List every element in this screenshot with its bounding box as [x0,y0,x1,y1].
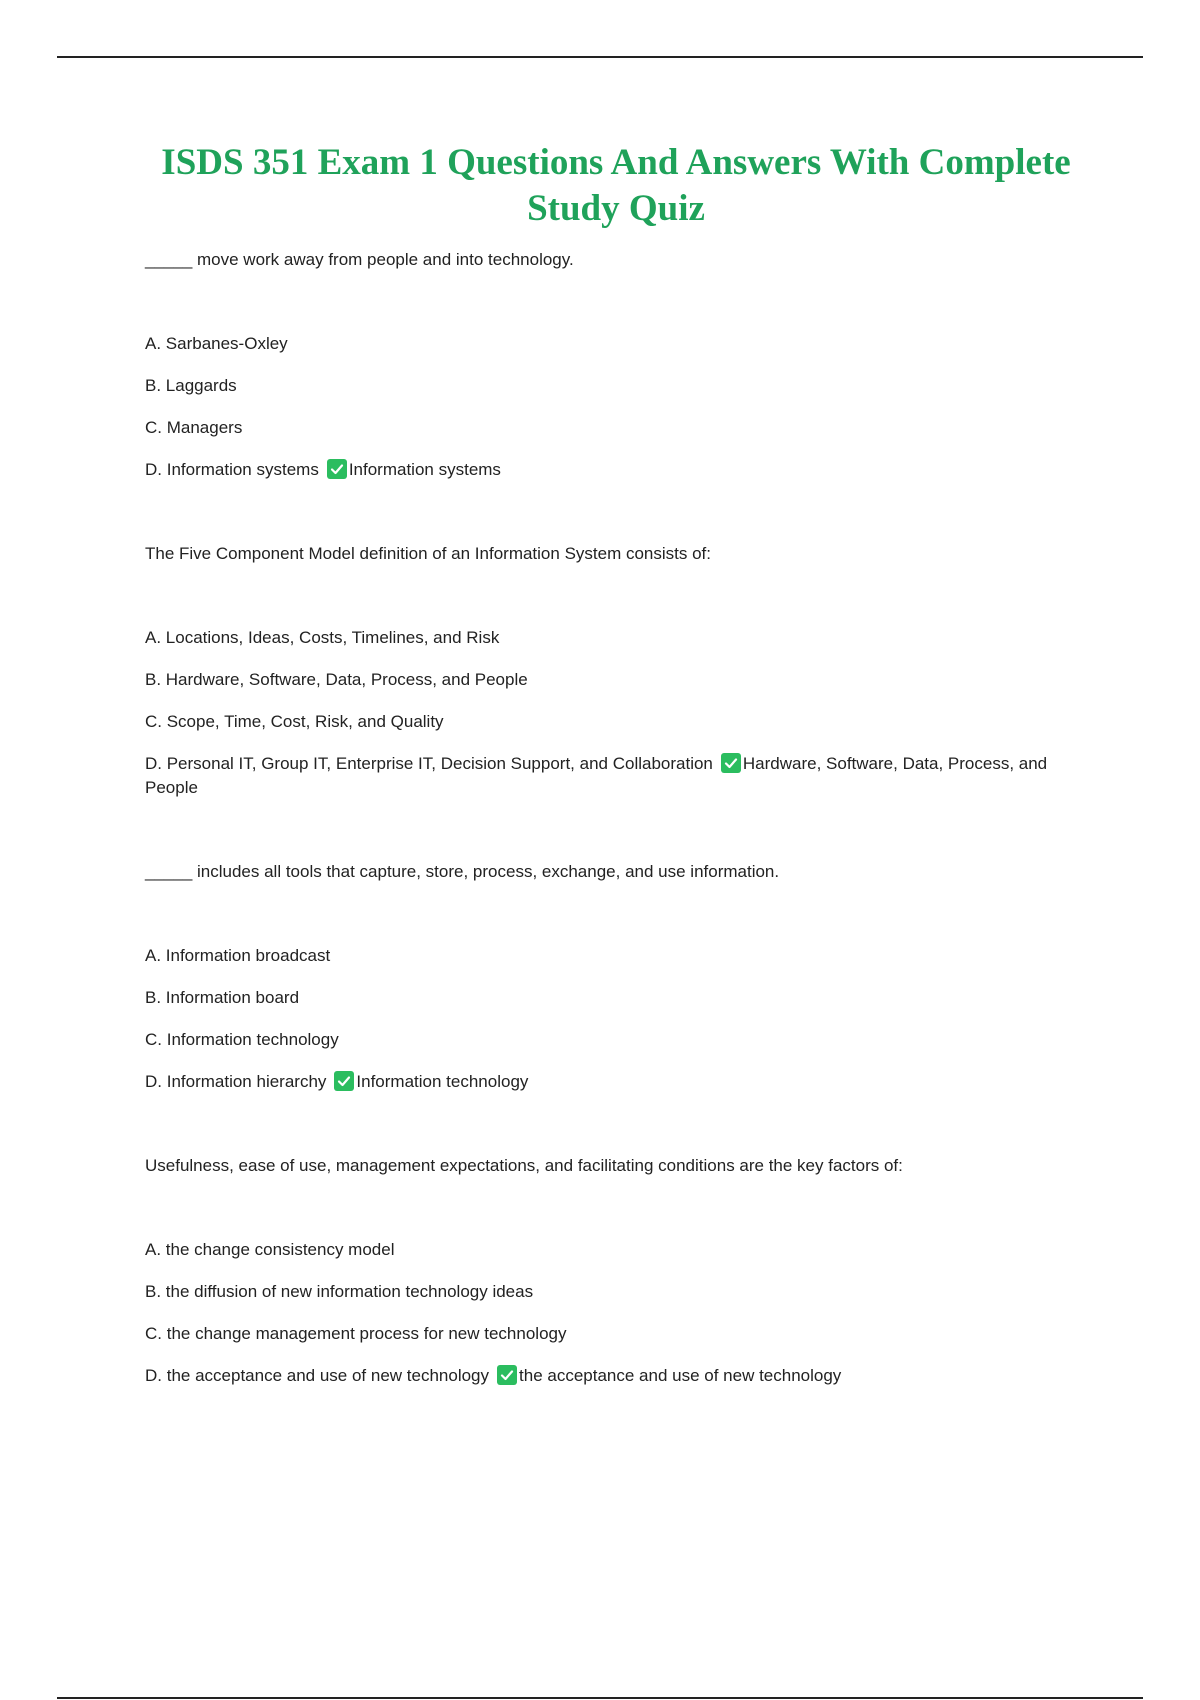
option-b: B. Laggards [145,376,237,395]
question-text: Usefulness, ease of use, management expectations, and facilitating conditions are the key factors of: [145,1156,903,1175]
option-c: C. the change management process for new technology [145,1324,567,1343]
option-d-text: D. Information hierarchy [145,1072,327,1091]
correct-answer: Information systems [348,460,501,479]
correct-answer: the acceptance and use of new technology [519,1366,842,1385]
option-b: B. the diffusion of new information technology ideas [145,1282,534,1301]
option-c: C. Managers [145,418,243,437]
option-list [145,1238,1075,1388]
option-a: A. Information broadcast [145,946,331,965]
page-title: ISDS 351 Exam 1 Questions And Answers With Complete Study Quiz [161,142,1071,229]
option-list [145,332,1075,482]
correct-answer: Hardware, Software, Data, Process, and People [145,754,1048,797]
check-icon [721,753,741,773]
check-icon [334,1071,354,1091]
option-b: B. Information board [145,988,300,1007]
top-rule [57,56,1143,58]
option-c: C. Scope, Time, Cost, Risk, and Quality [145,712,444,731]
option-c: C. Information technology [145,1030,339,1049]
question-block [145,860,1075,1094]
option-d-text: D. the acceptance and use of new technology [145,1366,490,1385]
question-text: _____ includes all tools that capture, store, process, exchange, and use information. [145,862,780,881]
check-icon [497,1365,517,1385]
option-d [145,458,1075,482]
question-text: _____ move work away from people and into technology. [145,250,574,269]
correct-answer: Information technology [356,1072,529,1091]
option-b: B. Hardware, Software, Data, Process, and People [145,670,528,689]
option-list [145,626,1075,800]
question-block [145,248,1075,482]
option-a: A. the change consistency model [145,1240,395,1259]
quiz-content [145,248,1075,1448]
option-d-text: D. Information systems [145,460,319,479]
option-d [145,1070,1075,1094]
check-icon [327,459,347,479]
option-d [145,752,1075,800]
option-d [145,1364,1075,1388]
option-a: A. Sarbanes-Oxley [145,334,288,353]
option-d-text: D. Personal IT, Group IT, Enterprise IT, Decision Support, and Collaboration [145,754,713,773]
question-block [145,542,1075,800]
option-list [145,944,1075,1094]
question-block [145,1154,1075,1388]
option-a: A. Locations, Ideas, Costs, Timelines, and Risk [145,628,500,647]
bottom-rule [57,1697,1143,1699]
question-text: The Five Component Model definition of an Information System consists of: [145,544,711,563]
